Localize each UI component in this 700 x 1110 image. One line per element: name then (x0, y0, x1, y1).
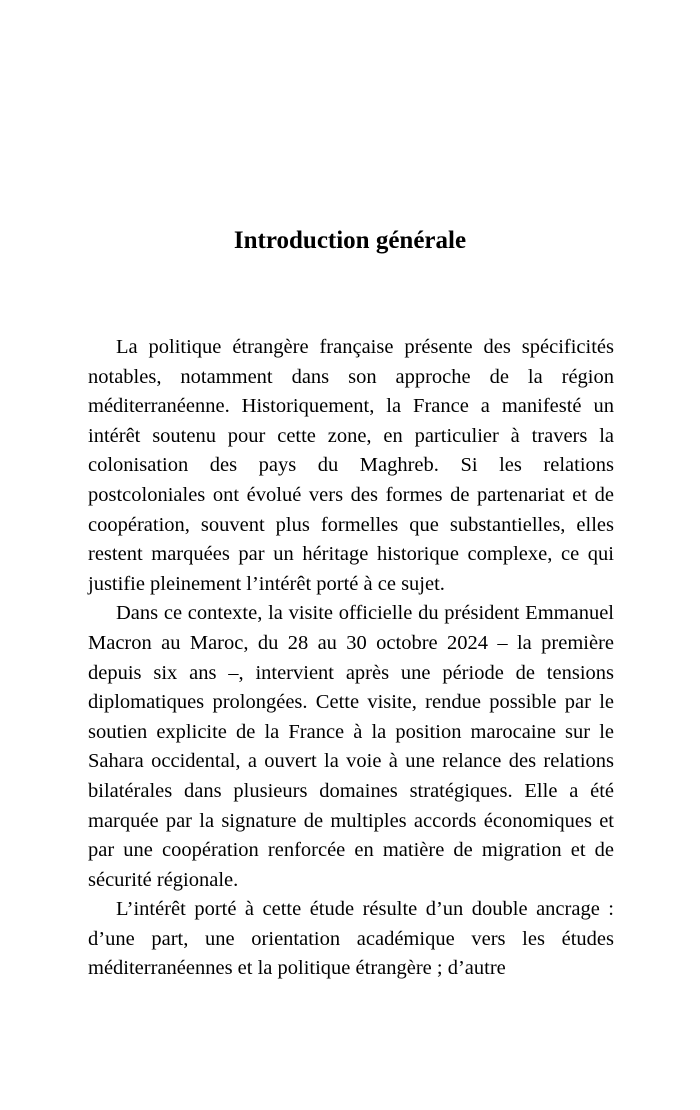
paragraph-2: Dans ce contexte, la visite officielle du président Emmanuel Macron au Maroc, du 28 au 30 octobre 2024 – la première depuis six ans –, intervient après une période de tensions diplomatiques prolongées. Cette visite, rendue possible par le soutien explicite de la France à la position marocaine sur le Sahara occidental, a ouvert la voie à une relance des relations bilatérales dans plusieurs domaines stratégiques. Elle a été marquée par la signature de multiples accords économiques et par une coopération renforcée en matière de migration et de sécurité régionale. (88, 602, 614, 891)
body-text (88, 333, 614, 984)
paragraph-1: La politique étrangère française présente des spécificités notables, notamment dans son approche de la région méditerranéenne. Historiquement, la France a manifesté un intérêt soutenu pour cette zone, en particulier à travers la colonisation des pays du Maghreb. Si les relations postcoloniales ont évolué vers des formes de partenariat et de coopération, souvent plus formelles que substantielles, elles restent marquées par un héritage historique complexe, ce qui justifie pleinement l’intérêt porté à ce sujet. (88, 336, 614, 595)
page-title: Introduction générale (233, 227, 467, 254)
paragraph-3: L’intérêt porté à cette étude résulte d’un double ancrage : d’une part, une orientation académique vers les études méditerranéennes et la politique étrangère ; d’autre (88, 898, 614, 980)
